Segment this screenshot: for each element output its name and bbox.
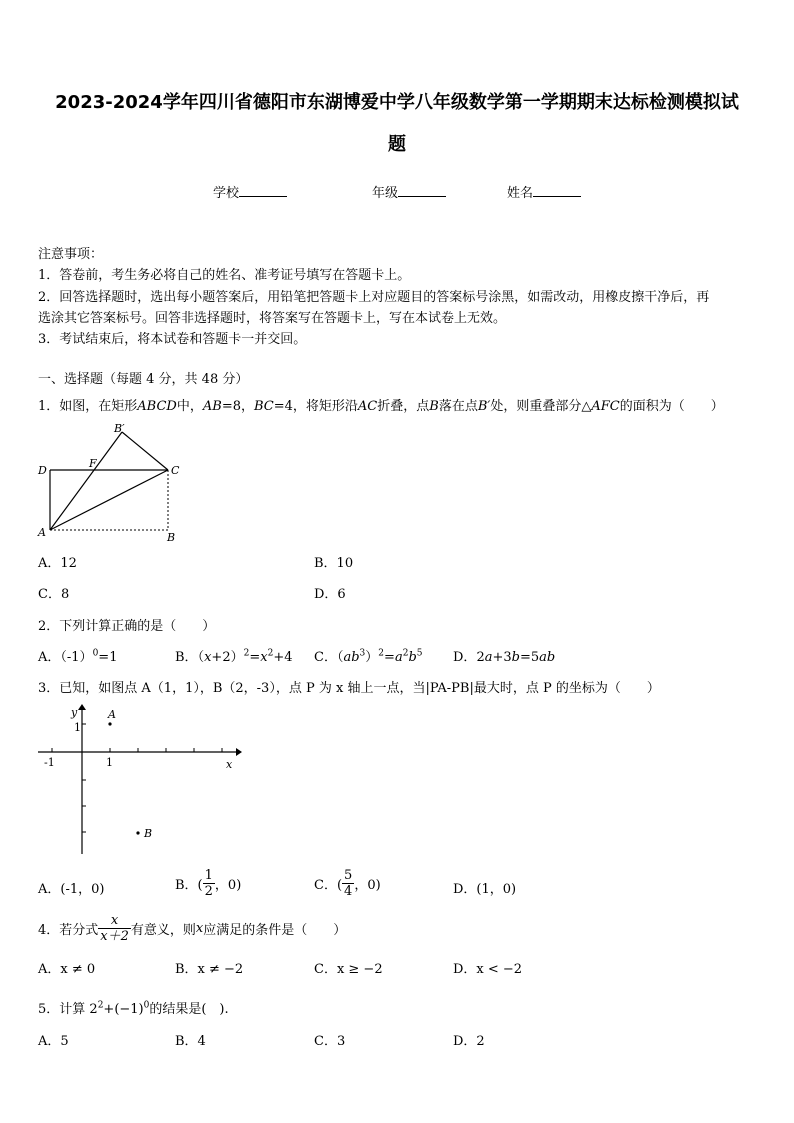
question-4 (38, 913, 346, 944)
notice-item: 2．回答选择题时，选出每小题答案后，用铅笔把答题卡上对应题目的答案标号涂黑，如需改动，用橡皮擦干净后，再 (38, 290, 710, 305)
page-title-cont: 题 (388, 134, 406, 155)
name-label: 姓名 (507, 186, 534, 201)
q3-number: 3． (38, 681, 60, 696)
fraction (203, 868, 215, 899)
option-var: b (511, 650, 520, 665)
option-text: = (384, 650, 395, 665)
notice-heading: 注意事项： (38, 247, 104, 262)
option-text: =5 (519, 650, 540, 665)
label-b: B (167, 531, 176, 544)
q1-text: 如图，在矩形 (59, 399, 138, 414)
fraction (342, 868, 354, 899)
q1-text: 的面积为（ ） (619, 399, 724, 414)
label-f: F (89, 457, 97, 470)
option-text: +4 (273, 650, 293, 665)
q5-option-b[interactable]: B．4 (175, 1034, 206, 1049)
q1-text: 落在点 (438, 399, 478, 414)
grade-label: 年级 (372, 186, 399, 201)
label-a: A (108, 708, 116, 721)
point-a (108, 722, 111, 725)
option-letter: B． (175, 650, 198, 665)
q5-number: 5． (38, 1002, 60, 1017)
option-letter: C． (314, 650, 337, 665)
denominator: x＋2 (100, 929, 129, 944)
option-var: b (408, 650, 417, 665)
exponent: 0 (143, 1000, 150, 1011)
question-1 (38, 395, 724, 414)
tick-label: 1 (106, 756, 113, 769)
point-b (136, 831, 139, 834)
exponent: 2 (243, 648, 250, 659)
q1-option-b[interactable]: B．10 (314, 556, 354, 571)
numerator: 5 (344, 868, 353, 883)
q5-option-a[interactable]: A．5 (38, 1034, 69, 1049)
q1-figure (30, 418, 190, 544)
q2-option-d[interactable] (453, 646, 555, 665)
denominator: 2 (204, 884, 213, 899)
q3-option-d[interactable]: D．(1，0) (453, 882, 517, 897)
option-var: ab (539, 650, 556, 665)
option-text: +3 (492, 650, 512, 665)
q3-text: 已知，如图点 A（1，1），B（2，-3），点 P 为 x 轴上一点，当|PA-PB|最大时，点 P 的坐标为（ ） (59, 681, 660, 696)
grade-blank (398, 184, 446, 197)
notice-item: 1．答卷前，考生务必将自己的姓名、准考证号填写在答题卡上。 (38, 268, 411, 283)
q1-option-c[interactable]: C．8 (38, 587, 70, 602)
school-field (213, 182, 287, 201)
numerator: x (98, 913, 131, 929)
q1-text: =4，将矩形沿 (273, 399, 358, 414)
numerator: 1 (204, 868, 213, 883)
exponent: 3 (359, 648, 366, 659)
q4-option-b[interactable]: B．x ≠ −2 (175, 962, 244, 977)
q1-var: ABCD (137, 399, 177, 414)
q1-text: 处，则重叠部分△ (490, 399, 592, 414)
q5-text: 的结果是( ). (149, 1002, 229, 1017)
q2-option-b[interactable] (175, 646, 292, 665)
q5-text: 计算 2 (59, 1002, 98, 1017)
section-heading: 一、选择题（每题 4 分，共 48 分） (38, 372, 249, 387)
label-d: D (38, 464, 47, 477)
option-var: a (484, 650, 493, 665)
q1-var: B′ (477, 399, 491, 414)
edge-ab-prime (50, 432, 122, 530)
exponent: 2 (378, 648, 385, 659)
q4-text: 有意义，则 (130, 923, 196, 938)
q1-text: 折叠，点 (377, 399, 430, 414)
q4-number: 4． (38, 923, 60, 938)
exponent: 2 (97, 1000, 104, 1011)
option-var: ab (343, 650, 360, 665)
name-field (507, 182, 581, 201)
y-axis-label: y (71, 706, 78, 719)
q4-option-c[interactable]: C．x ≥ −2 (314, 962, 383, 977)
q4-option-a[interactable]: A．x ≠ 0 (38, 962, 96, 977)
q3-option-a[interactable]: A．(-1，0) (38, 882, 105, 897)
q1-var: BC (254, 399, 274, 414)
option-text: （-1） (60, 650, 93, 665)
option-text: （ (336, 650, 344, 665)
y-axis-arrow (78, 704, 86, 710)
q1-option-d[interactable]: D．6 (314, 587, 346, 602)
option-text: =1 (98, 650, 118, 665)
option-text: （ (197, 650, 205, 665)
exponent: 0 (92, 648, 99, 659)
option-text: = (249, 650, 261, 665)
option-letter: D． (453, 650, 477, 665)
q2-number: 2． (38, 619, 60, 634)
option-letter: A． (38, 650, 61, 665)
q1-number: 1． (38, 399, 60, 414)
q3-option-c[interactable] (314, 868, 381, 899)
tick-label: 1 (74, 721, 81, 734)
q5-option-c[interactable]: C．3 (314, 1034, 346, 1049)
q4-text: 应满足的条件是（ ） (203, 923, 347, 938)
label-c: C (171, 464, 180, 477)
notice-item: 3．考试结束后，将本试卷和答题卡一并交回。 (38, 332, 307, 347)
x-axis-label: x (226, 758, 233, 771)
question-3 (38, 677, 660, 696)
option-text: ，0) (214, 878, 242, 893)
diagonal-ac (50, 470, 168, 530)
q1-var: AFC (591, 399, 620, 414)
school-label: 学校 (213, 186, 240, 201)
x-axis-arrow (236, 748, 242, 756)
grade-field (372, 182, 446, 201)
name-blank (533, 184, 581, 197)
option-var: x (260, 650, 268, 665)
q4-var: x (195, 921, 204, 936)
label-a: A (38, 526, 46, 539)
q1-text: =8， (221, 399, 254, 414)
q1-var: B (429, 399, 439, 414)
q2-option-c[interactable] (314, 646, 423, 665)
denominator: 4 (344, 884, 353, 899)
q2-text: 下列计算正确的是（ ） (59, 619, 216, 634)
school-blank (239, 184, 287, 197)
edge-bprime-c (122, 432, 168, 470)
q1-option-a[interactable]: A．12 (38, 556, 77, 571)
option-text: B．( (175, 878, 203, 893)
q5-text: +(−1) (103, 1002, 144, 1017)
q1-var: AC (357, 399, 378, 414)
fraction (98, 913, 131, 944)
option-text: 2 (476, 650, 485, 665)
page-title: 2023-2024学年四川省德阳市东湖博爱中学八年级数学第一学期期末达标检测模拟试 (55, 92, 739, 113)
label-b: B (144, 827, 153, 840)
q1-text: 中， (176, 399, 203, 414)
q2-option-a[interactable] (38, 646, 117, 665)
label-bprime: B′ (114, 422, 125, 435)
q3-figure (34, 702, 244, 858)
q4-text: 若分式 (59, 923, 99, 938)
option-text: C．( (314, 878, 343, 893)
option-var: a (394, 650, 403, 665)
option-text: +2） (211, 650, 244, 665)
q4-option-d[interactable]: D．x < −2 (453, 962, 523, 977)
option-text: ） (365, 650, 379, 665)
question-5 (38, 998, 229, 1017)
q5-option-d[interactable]: D．2 (453, 1034, 485, 1049)
exponent: 2 (402, 648, 409, 659)
q1-var: AB (202, 399, 222, 414)
exponent: 5 (416, 648, 423, 659)
tick-label: -1 (44, 756, 55, 769)
question-2 (38, 615, 215, 634)
notice-item: 选涂其它答案标号。回答非选择题时，将答案写在答题卡上，写在本试卷上无效。 (38, 311, 507, 326)
option-text: ，0) (354, 878, 381, 893)
option-var: x (204, 650, 212, 665)
exponent: 2 (267, 648, 274, 659)
q3-option-b[interactable] (175, 868, 241, 899)
